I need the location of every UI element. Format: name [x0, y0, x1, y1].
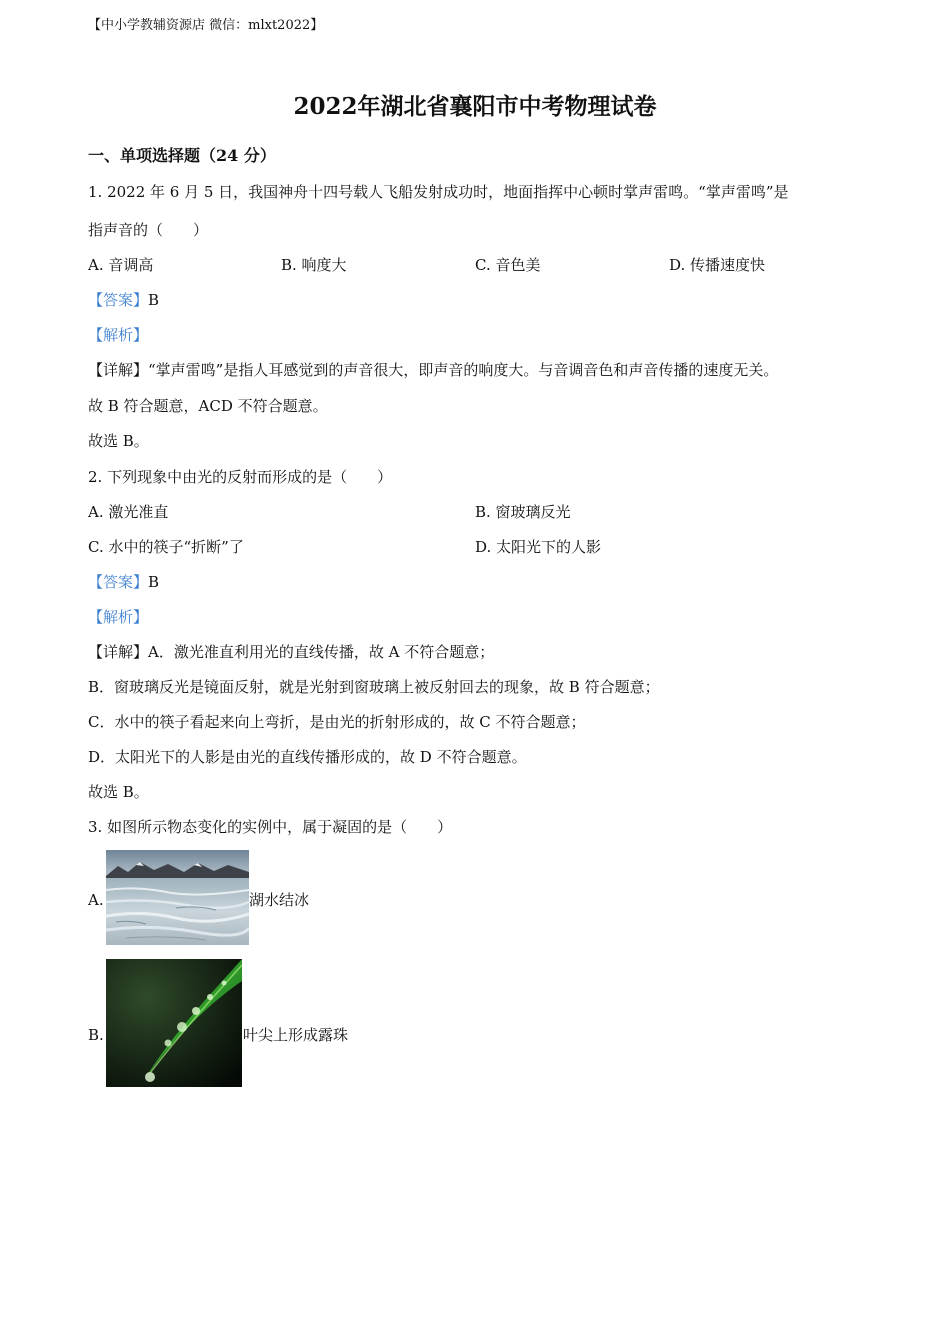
page-title: 2022年湖北省襄阳市中考物理试卷	[293, 93, 657, 120]
q2-detail-line1: 【详解】A．激光准直利用光的直线传播，故 A 不符合题意；	[88, 643, 495, 661]
answer-tag: 【答案】	[88, 291, 149, 309]
q1-stem-line2: 指声音的（ ）	[88, 221, 209, 239]
q1-stem-line1: 1. 2022 年 6 月 5 日，我国神舟十四号载人飞船发射成功时，地面指挥中心顿时掌声雷鸣。“掌声雷鸣”是	[88, 183, 789, 201]
q1-detail-line1: 【详解】“掌声雷鸣”是指人耳感觉到的声音很大，即声音的响度大。与音调音色和声音传播的速度无关。	[88, 361, 779, 379]
q1-option-c: C. 音色美	[475, 256, 541, 274]
answer-value: B	[148, 573, 160, 591]
leaf-dew-image	[106, 959, 242, 1087]
q1-answer	[88, 290, 159, 310]
q1-analysis-tag: 【解析】	[88, 326, 149, 344]
q3-option-a-letter: A.	[88, 891, 104, 909]
q1-detail-line2: 故 B 符合题意，ACD 不符合题意。	[88, 397, 328, 415]
q1-option-d: D. 传播速度快	[669, 256, 766, 274]
q2-option-d: D. 太阳光下的人影	[475, 538, 602, 556]
q2-option-b: B. 窗玻璃反光	[475, 503, 571, 521]
q2-detail-line5: 故选 B。	[88, 783, 149, 801]
q1-option-b: B. 响度大	[281, 256, 347, 274]
q3-option-b-letter: B.	[88, 1026, 104, 1044]
q1-option-a: A. 音调高	[88, 256, 154, 274]
q2-option-c: C. 水中的筷子“折断”了	[88, 538, 244, 556]
q3-option-b-text: 叶尖上形成露珠	[243, 1026, 349, 1044]
q2-detail-line2: B．窗玻璃反光是镜面反射，就是光射到窗玻璃上被反射回去的现象，故 B 符合题意；	[88, 678, 660, 696]
q2-detail-line3: C．水中的筷子看起来向上弯折，是由光的折射形成的，故 C 不符合题意；	[88, 713, 586, 731]
q2-detail-line4: D．太阳光下的人影是由光的直线传播形成的，故 D 不符合题意。	[88, 748, 527, 766]
q2-analysis-tag: 【解析】	[88, 608, 149, 626]
q3-stem: 3. 如图所示物态变化的实例中，属于凝固的是（ ）	[88, 818, 453, 836]
answer-tag: 【答案】	[88, 573, 149, 591]
q2-option-a: A. 激光准直	[88, 503, 169, 521]
q2-answer	[88, 572, 159, 592]
q3-option-a-text: 湖水结冰	[249, 891, 310, 909]
answer-value: B	[148, 291, 160, 309]
page-header: 【中小学教辅资源店 微信：mlxt2022】	[88, 18, 324, 33]
frozen-lake-image	[106, 850, 249, 945]
section-heading: 一、单项选择题（24 分）	[88, 146, 276, 165]
q1-detail-line3: 故选 B。	[88, 432, 149, 450]
q2-stem: 2. 下列现象中由光的反射而形成的是（ ）	[88, 468, 393, 486]
